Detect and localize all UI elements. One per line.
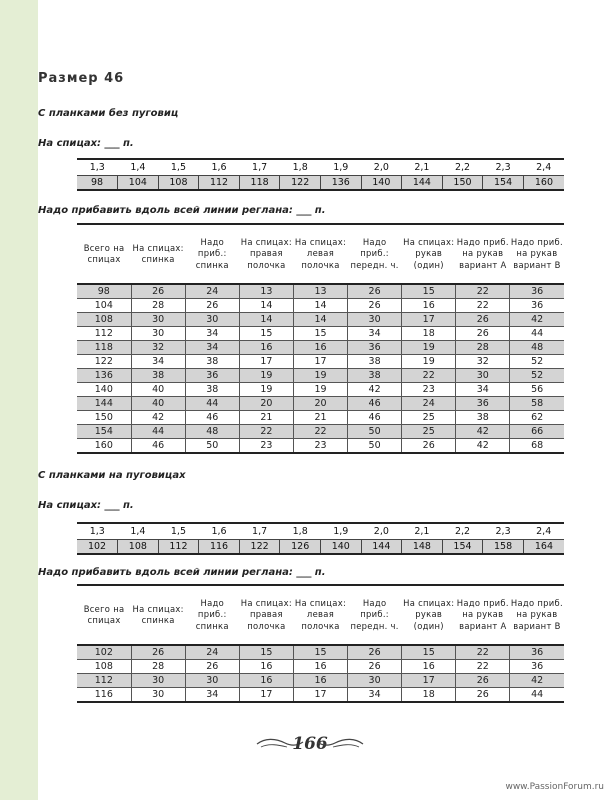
section1-raglan-note: Надо прибавить вдоль всей линии реглана: ___ п. [38,205,326,216]
table-cell: 26 [456,674,510,688]
stitch-cell: 160 [523,176,564,191]
table-cell: 42 [348,383,402,397]
table-cell: 26 [456,327,510,341]
table-cell: 50 [185,439,239,454]
table-cell: 118 [77,341,131,355]
size-cell: 1,9 [320,159,361,176]
table-row [77,369,564,383]
table-cell: 26 [348,299,402,313]
size-cell: 2,1 [402,523,443,540]
table-cell: 30 [348,674,402,688]
table-cell: 28 [131,660,185,674]
size-cell: 1,8 [280,523,321,540]
stitch-cell: 158 [483,540,524,555]
table-cell: 26 [456,688,510,703]
table-cell: 22 [456,284,510,299]
table-cell: 18 [402,688,456,703]
stitch-cell: 136 [320,176,361,191]
stitch-cell: 150 [442,176,483,191]
section1-title: С планками без пуговиц [38,108,179,119]
table-cell: 21 [239,411,293,425]
table-cell: 154 [77,425,131,439]
size-cell: 1,6 [199,523,240,540]
table-cell: 16 [293,660,347,674]
table-cell: 14 [239,313,293,327]
table-cell: 24 [402,397,456,411]
column-header: Надо приб.: спинка [185,224,239,284]
table-cell: 26 [348,660,402,674]
table-cell: 98 [77,284,131,299]
table-cell: 25 [402,425,456,439]
table-row [77,411,564,425]
table-cell: 15 [402,284,456,299]
table-cell: 140 [77,383,131,397]
table-row [77,645,564,660]
size-cell: 1,3 [77,523,118,540]
table-cell: 34 [348,327,402,341]
table-cell: 116 [77,688,131,703]
table-cell: 19 [239,369,293,383]
size-cell: 1,4 [118,159,159,176]
section2-size-table [77,522,564,555]
column-header: Всего на спицах [77,585,131,645]
size-title: Размер 46 [38,71,125,86]
table-cell: 14 [293,299,347,313]
column-header: Надо приб.: спинка [185,585,239,645]
table-cell: 16 [402,660,456,674]
table-cell: 42 [131,411,185,425]
table-cell: 34 [185,327,239,341]
table-cell: 56 [510,383,564,397]
table-cell: 122 [77,355,131,369]
table-cell: 46 [131,439,185,454]
table-cell: 28 [456,341,510,355]
stitch-cell: 118 [239,176,280,191]
column-header: На спицах: правая полочка [239,585,293,645]
column-header: На спицах: рукав (один) [402,224,456,284]
table-cell: 16 [239,341,293,355]
table-cell: 26 [348,284,402,299]
column-header: На спицах: левая полочка [293,224,347,284]
table-cell: 30 [348,313,402,327]
table-cell: 19 [239,383,293,397]
table-cell: 30 [185,313,239,327]
stitch-cell: 140 [361,176,402,191]
table-cell: 25 [402,411,456,425]
table-row [77,355,564,369]
table-cell: 42 [456,439,510,454]
size-cell: 2,4 [523,523,564,540]
stitch-row [77,540,564,555]
stitch-cell: 164 [523,540,564,555]
section2-title: С планками на пуговицах [38,470,186,481]
table-cell: 44 [510,327,564,341]
table-cell: 26 [456,313,510,327]
table-cell: 15 [239,327,293,341]
size-cell: 2,0 [361,523,402,540]
stitch-cell: 108 [118,540,159,555]
stitch-cell: 112 [199,176,240,191]
table-cell: 50 [348,439,402,454]
size-cell: 2,4 [523,159,564,176]
table-cell: 160 [77,439,131,454]
table-cell: 23 [293,439,347,454]
table-cell: 150 [77,411,131,425]
table-cell: 17 [402,674,456,688]
table-cell: 17 [293,688,347,703]
table-row [77,674,564,688]
table-cell: 42 [510,313,564,327]
table-cell: 36 [510,660,564,674]
table-cell: 23 [402,383,456,397]
table-cell: 30 [456,369,510,383]
size-cell: 1,7 [239,159,280,176]
table-cell: 48 [510,341,564,355]
table-cell: 38 [185,383,239,397]
size-cell: 1,7 [239,523,280,540]
table-cell: 38 [456,411,510,425]
watermark: www.PassionForum.ru [505,782,604,792]
stitch-cell: 126 [280,540,321,555]
stitch-cell: 116 [199,540,240,555]
size-cell: 2,2 [442,159,483,176]
section2-raglan-note: Надо прибавить вдоль всей линии реглана: ___ п. [38,567,326,578]
table-cell: 30 [131,327,185,341]
table-cell: 13 [293,284,347,299]
column-header: На спицах: спинка [131,224,185,284]
table-cell: 15 [239,645,293,660]
table-cell: 36 [510,645,564,660]
section2-raglan-table [77,584,564,703]
table-cell: 26 [131,284,185,299]
table-cell: 44 [131,425,185,439]
table-cell: 26 [131,645,185,660]
table-cell: 108 [77,313,131,327]
page-number: 166 [292,734,328,754]
size-cell: 2,2 [442,523,483,540]
table-cell: 26 [402,439,456,454]
table-row [77,299,564,313]
size-row [77,523,564,540]
table-cell: 17 [293,355,347,369]
table-cell: 144 [77,397,131,411]
table-cell: 22 [456,660,510,674]
stitch-cell: 154 [483,176,524,191]
size-cell: 1,5 [158,523,199,540]
table-cell: 36 [348,341,402,355]
table-cell: 62 [510,411,564,425]
table-cell: 19 [293,369,347,383]
stitch-cell: 102 [77,540,118,555]
section2-needles-note: На спицах: ___ п. [38,500,134,511]
table-cell: 15 [402,645,456,660]
table-cell: 66 [510,425,564,439]
column-header: Надо приб. на рукав вариант А [456,585,510,645]
table-cell: 38 [131,369,185,383]
table-cell: 34 [185,341,239,355]
section1-needles-note: На спицах: ___ п. [38,138,134,149]
table-cell: 38 [348,369,402,383]
size-cell: 1,8 [280,159,321,176]
table-row [77,397,564,411]
table-cell: 36 [510,284,564,299]
right-ornament-icon [315,737,365,751]
table-cell: 46 [348,397,402,411]
table-cell: 40 [131,383,185,397]
table-cell: 16 [402,299,456,313]
table-cell: 112 [77,327,131,341]
table-cell: 16 [239,674,293,688]
section1-size-table [77,158,564,191]
stitch-row [77,176,564,191]
column-header: На спицах: спинка [131,585,185,645]
column-header: Надо приб. на рукав вариант В [510,224,564,284]
size-cell: 2,1 [402,159,443,176]
table-row [77,439,564,454]
column-header: На спицах: рукав (один) [402,585,456,645]
column-header: На спицах: правая полочка [239,224,293,284]
table-cell: 36 [185,369,239,383]
table-cell: 40 [131,397,185,411]
stitch-cell: 122 [239,540,280,555]
stitch-cell: 144 [402,176,443,191]
table-cell: 38 [348,355,402,369]
stitch-cell: 148 [402,540,443,555]
table-cell: 50 [348,425,402,439]
table-cell: 16 [239,660,293,674]
section1-raglan-table [77,223,564,454]
table-cell: 16 [293,341,347,355]
table-cell: 15 [293,327,347,341]
table-cell: 42 [510,674,564,688]
table-cell: 32 [131,341,185,355]
size-cell: 2,0 [361,159,402,176]
table-cell: 34 [348,688,402,703]
table-cell: 18 [402,327,456,341]
table-cell: 36 [510,299,564,313]
table-cell: 22 [402,369,456,383]
table-cell: 22 [456,645,510,660]
table-cell: 21 [293,411,347,425]
table-cell: 17 [239,355,293,369]
table-cell: 104 [77,299,131,313]
column-header: Надо приб.: передн. ч. [348,224,402,284]
table-header-row [77,585,564,645]
table-row [77,383,564,397]
table-cell: 28 [131,299,185,313]
table-cell: 22 [293,425,347,439]
table-cell: 26 [348,645,402,660]
table-row [77,327,564,341]
size-cell: 1,6 [199,159,240,176]
column-header: Надо приб. на рукав вариант А [456,224,510,284]
size-cell: 1,3 [77,159,118,176]
size-cell: 1,9 [320,523,361,540]
stitch-cell: 112 [158,540,199,555]
table-cell: 112 [77,674,131,688]
table-cell: 15 [293,645,347,660]
column-header: На спицах: левая полочка [293,585,347,645]
table-cell: 44 [510,688,564,703]
table-cell: 20 [239,397,293,411]
table-cell: 68 [510,439,564,454]
table-cell: 14 [239,299,293,313]
column-header: Надо приб. на рукав вариант В [510,585,564,645]
table-cell: 34 [456,383,510,397]
table-cell: 34 [131,355,185,369]
column-header: Надо приб.: передн. ч. [348,585,402,645]
size-cell: 2,3 [483,159,524,176]
table-cell: 58 [510,397,564,411]
stitch-cell: 140 [320,540,361,555]
table-cell: 36 [456,397,510,411]
table-cell: 46 [185,411,239,425]
table-cell: 26 [185,660,239,674]
stitch-cell: 108 [158,176,199,191]
table-row [77,688,564,703]
table-cell: 44 [185,397,239,411]
stitch-cell: 144 [361,540,402,555]
size-cell: 1,4 [118,523,159,540]
table-cell: 30 [131,688,185,703]
table-cell: 26 [185,299,239,313]
table-cell: 30 [131,313,185,327]
table-cell: 22 [456,299,510,313]
table-cell: 17 [239,688,293,703]
table-cell: 30 [185,674,239,688]
table-cell: 52 [510,369,564,383]
table-cell: 46 [348,411,402,425]
table-cell: 16 [293,674,347,688]
table-cell: 34 [185,688,239,703]
stitch-cell: 104 [118,176,159,191]
table-cell: 23 [239,439,293,454]
table-cell: 30 [131,674,185,688]
stitch-cell: 154 [442,540,483,555]
table-cell: 102 [77,645,131,660]
table-cell: 48 [185,425,239,439]
table-cell: 19 [293,383,347,397]
table-cell: 22 [239,425,293,439]
stitch-cell: 98 [77,176,118,191]
table-row [77,425,564,439]
size-row [77,159,564,176]
column-header: Всего на спицах [77,224,131,284]
table-cell: 17 [402,313,456,327]
table-cell: 108 [77,660,131,674]
table-cell: 14 [293,313,347,327]
table-cell: 24 [185,284,239,299]
size-cell: 1,5 [158,159,199,176]
table-cell: 19 [402,355,456,369]
table-cell: 32 [456,355,510,369]
table-cell: 20 [293,397,347,411]
table-header-row [77,224,564,284]
table-row [77,313,564,327]
table-row [77,284,564,299]
table-cell: 38 [185,355,239,369]
table-cell: 19 [402,341,456,355]
table-cell: 42 [456,425,510,439]
table-cell: 136 [77,369,131,383]
table-row [77,341,564,355]
table-row [77,660,564,674]
table-cell: 52 [510,355,564,369]
table-cell: 24 [185,645,239,660]
table-cell: 13 [239,284,293,299]
size-cell: 2,3 [483,523,524,540]
stitch-cell: 122 [280,176,321,191]
